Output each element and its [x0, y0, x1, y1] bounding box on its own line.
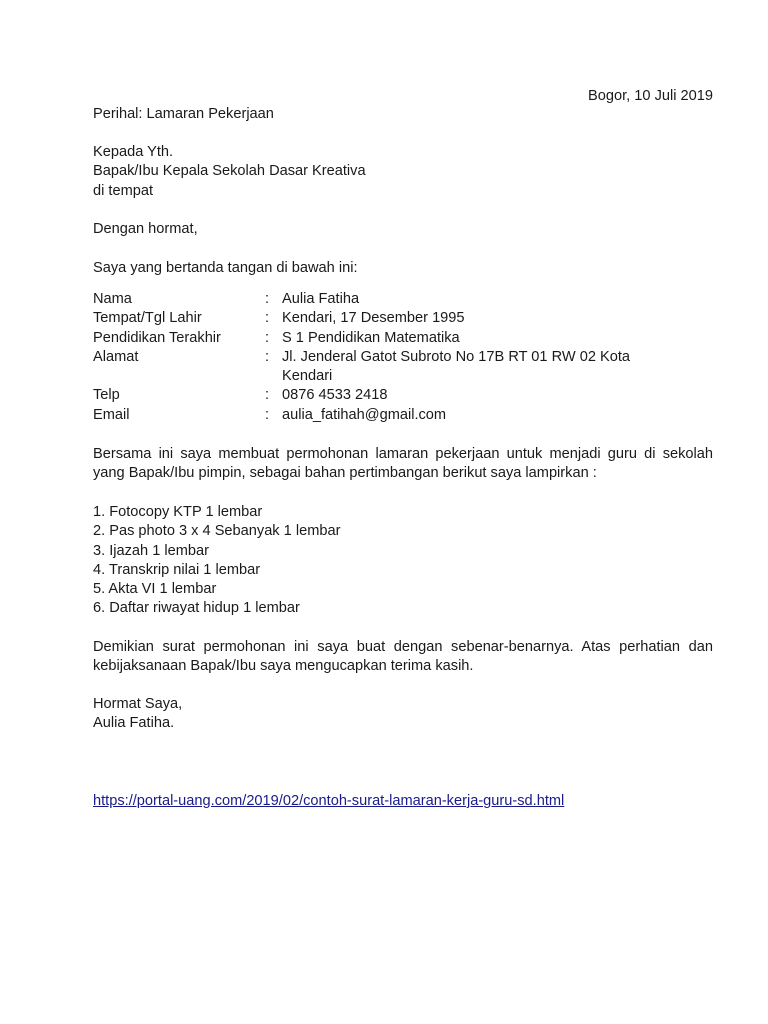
attachment-item: 3. Ijazah 1 lembar — [93, 542, 210, 559]
field-value: Kendari, 17 Desember 1995 — [282, 310, 465, 327]
field-separator: : — [265, 291, 270, 307]
identity-row-nama — [93, 290, 713, 309]
identity-row-alamat — [93, 348, 713, 387]
place-date: Bogor, 10 Juli 2019 — [588, 88, 713, 104]
field-separator: : — [265, 406, 270, 423]
attachment-item: 4. Transkrip nilai 1 lembar — [93, 561, 261, 578]
signoff: Hormat Saya, — [93, 696, 183, 712]
attachment-list — [93, 503, 713, 619]
signature-name: Aulia Fatiha. — [93, 715, 175, 732]
greeting: Dengan hormat, — [93, 221, 198, 237]
field-value: Aulia Fatiha — [282, 291, 360, 307]
subject-line: Perihal: Lamaran Pekerjaan — [93, 106, 274, 122]
recipient-block — [93, 143, 713, 201]
identity-row-pendidikan — [93, 329, 713, 348]
attachment-item: 1. Fotocopy KTP 1 lembar — [93, 504, 263, 520]
field-separator: : — [265, 348, 270, 365]
field-value: aulia_fatihah@gmail.com — [282, 406, 447, 423]
closing-paragraph: Demikian surat permohonan ini saya buat dengan sebenar-benarnya. Atas perhatian dan kebijaksanaan Bapak/Ibu saya mengucapkan terima kasih. — [93, 639, 713, 675]
field-label: Nama — [93, 291, 132, 307]
field-separator: : — [265, 329, 270, 346]
field-label: Alamat — [93, 348, 139, 365]
attachment-item: 6. Daftar riwayat hidup 1 lembar — [93, 600, 300, 617]
source-link[interactable]: https://portal-uang.com/2019/02/contoh-surat-lamaran-kerja-guru-sd.html — [93, 793, 565, 809]
identity-row-email — [93, 406, 713, 425]
field-label: Telp — [93, 387, 120, 404]
intro: Saya yang bertanda tangan di bawah ini: — [93, 260, 358, 276]
identity-table — [93, 290, 713, 425]
field-separator: : — [265, 310, 270, 327]
field-label: Tempat/Tgl Lahir — [93, 310, 202, 327]
field-label: Pendidikan Terakhir — [93, 329, 221, 346]
attachment-item: 5. Akta VI 1 lembar — [93, 581, 217, 598]
field-value: Jl. Jenderal Gatot Subroto No 17B RT 01 RW 02 Kota Kendari — [282, 348, 631, 385]
recipient-line: di tempat — [93, 182, 154, 199]
attachment-item: 2. Pas photo 3 x 4 Sebanyak 1 lembar — [93, 523, 341, 540]
field-value: 0876 4533 2418 — [282, 387, 388, 404]
field-label: Email — [93, 406, 130, 423]
body-paragraph: Bersama ini saya membuat permohonan lamaran pekerjaan untuk menjadi guru di sekolah yang Bapak/Ibu pimpin, sebagai bahan pertimbangan berikut saya lampirkan : — [93, 446, 713, 482]
recipient-line: Kepada Yth. — [93, 144, 174, 160]
signature-block — [93, 695, 713, 734]
field-separator: : — [265, 387, 270, 404]
field-value: S 1 Pendidikan Matematika — [282, 329, 460, 346]
identity-row-ttl — [93, 309, 713, 328]
identity-row-telp — [93, 386, 713, 405]
recipient-line: Bapak/Ibu Kepala Sekolah Dasar Kreativa — [93, 163, 366, 180]
